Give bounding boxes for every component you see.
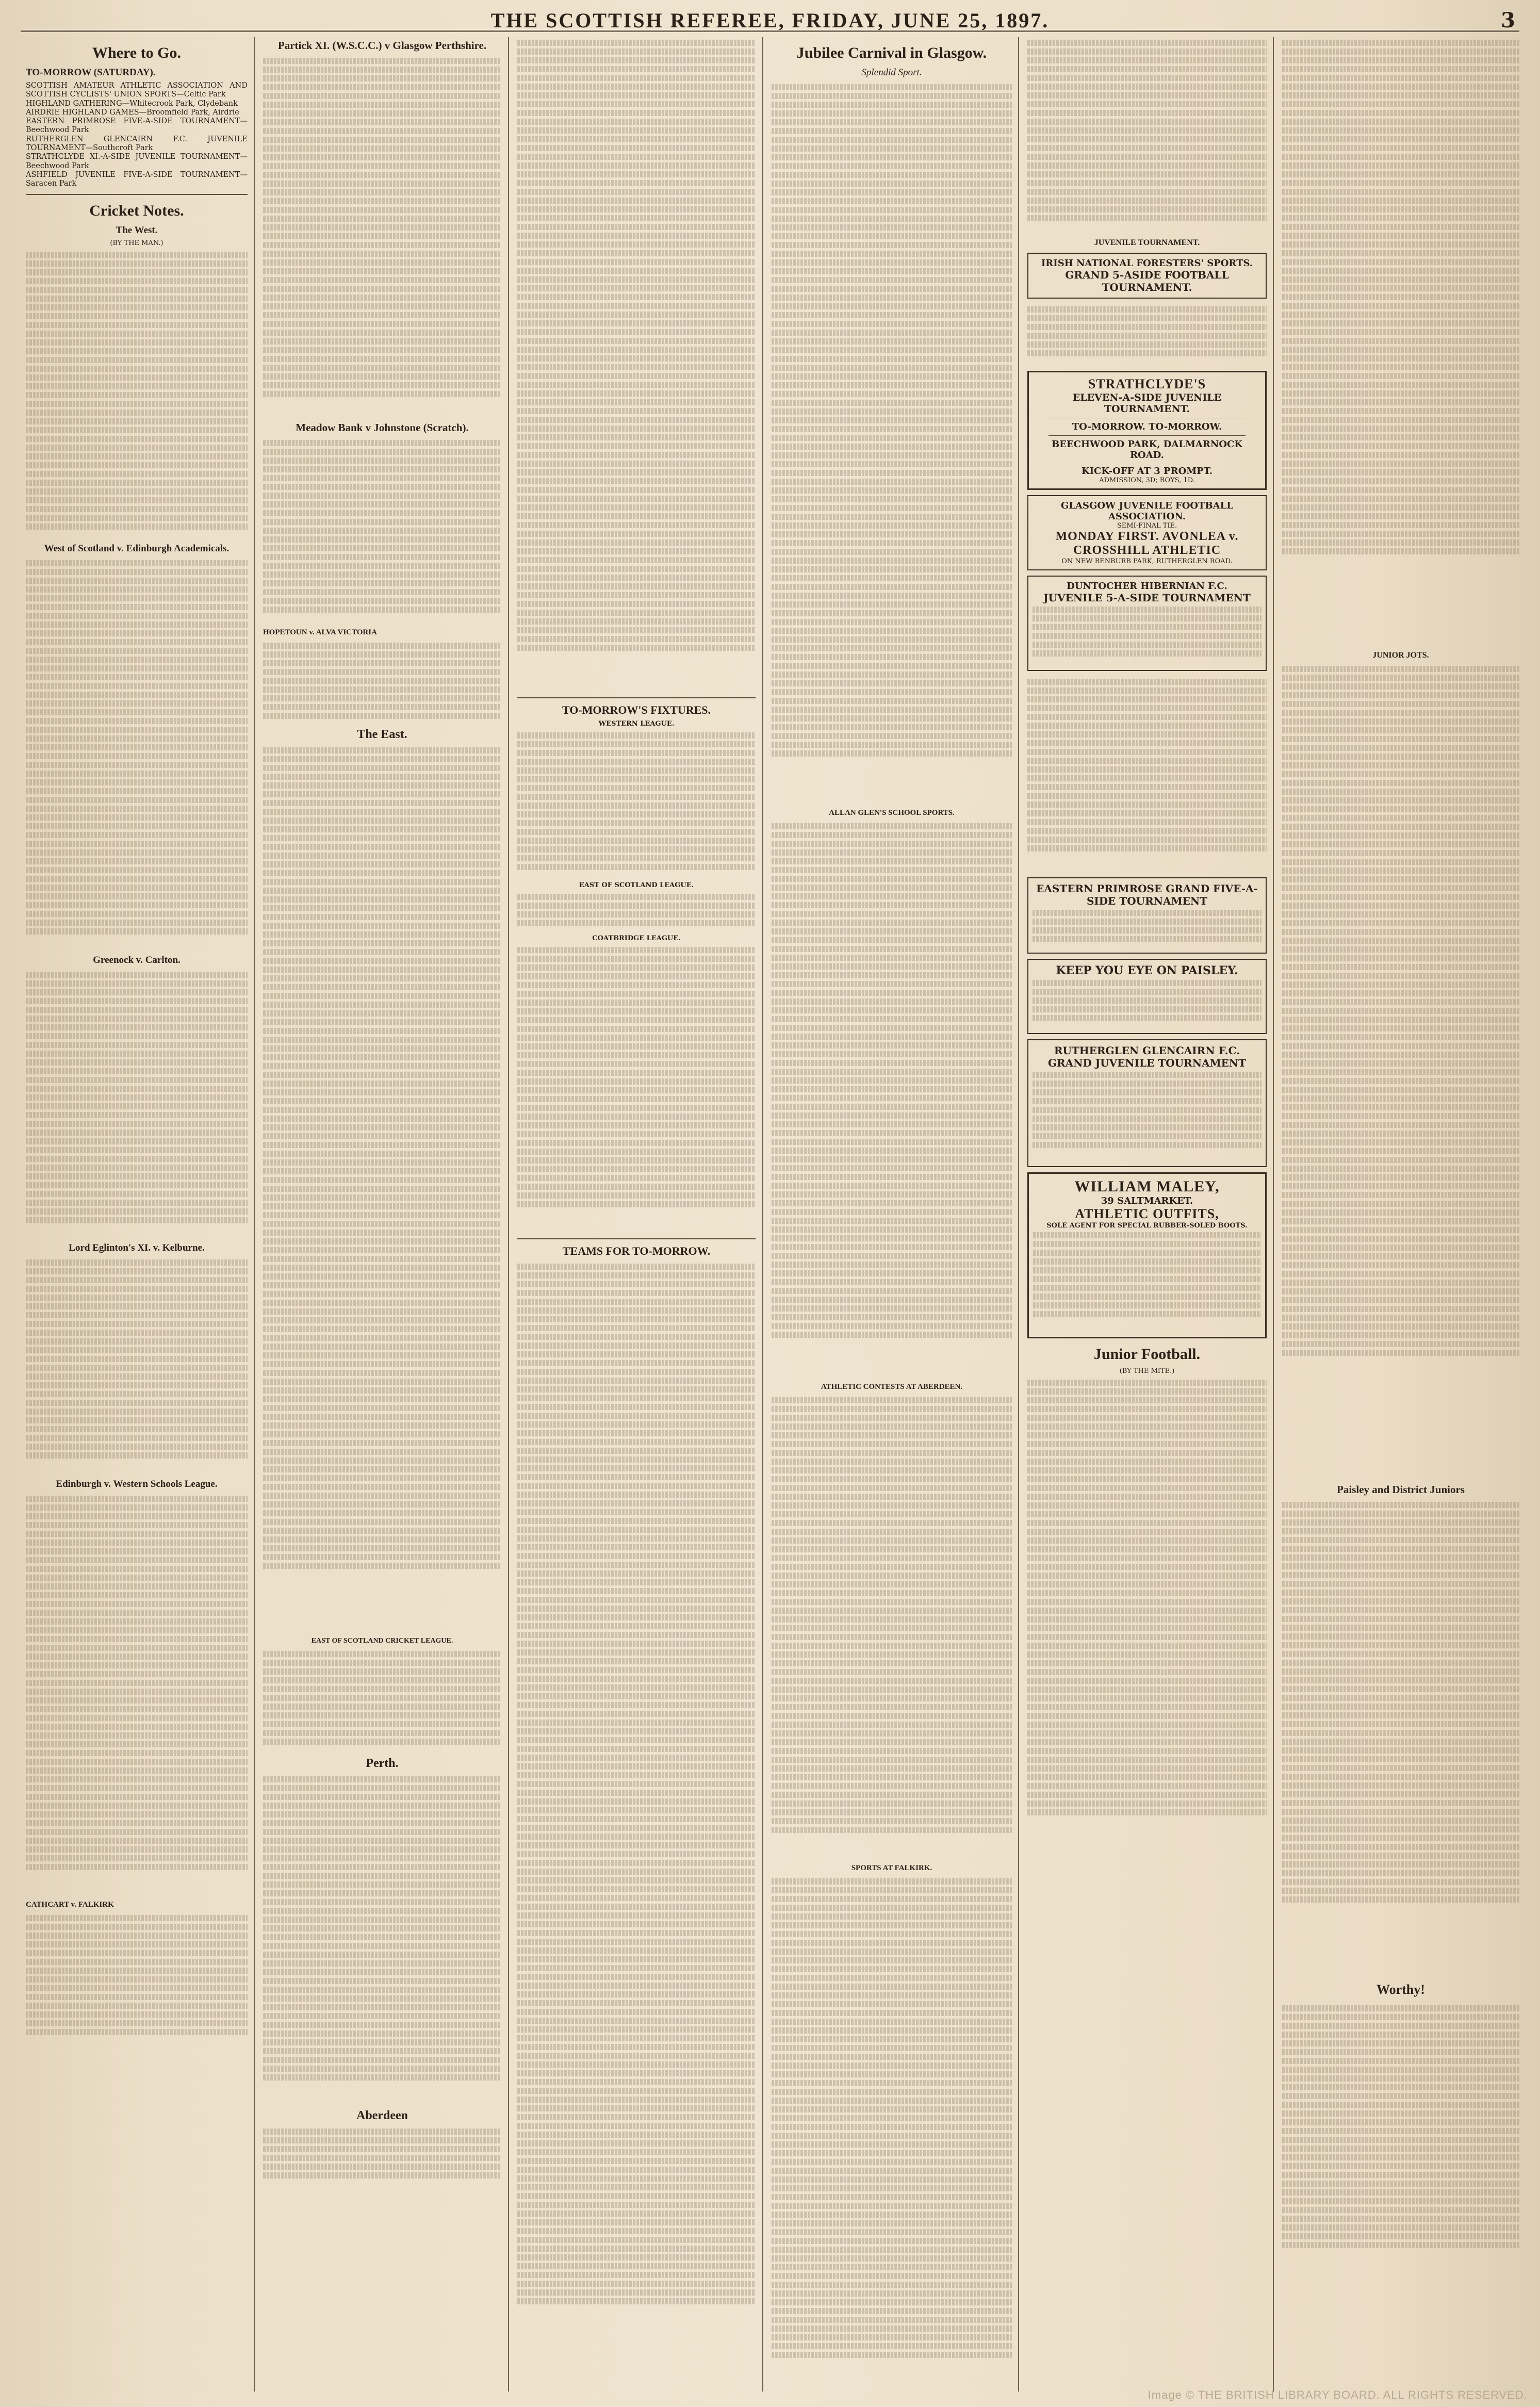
paisley-heading: Paisley and District Juniors (1337, 1483, 1465, 1496)
coatbridge-label: COATBRIDGE LEAGUE. (592, 935, 681, 942)
divider (517, 697, 756, 698)
ad-headline: DUNTOCHER HIBERNIAN F.C. (1067, 581, 1227, 592)
worthy-text (1282, 2003, 1519, 2291)
hopetoun-heading: HOPETOUN v. ALVA VICTORIA (263, 628, 377, 636)
column-rule (254, 37, 255, 2392)
east-league-table (263, 1648, 501, 1751)
where-item: HIGHLAND GATHERING—Whitecrook Park, Clydebank (26, 99, 238, 108)
east-league-label: EAST OF SCOTLAND LEAGUE. (579, 881, 694, 889)
western-league-label: WESTERN LEAGUE. (598, 720, 675, 728)
partick-text (263, 55, 501, 416)
william-maley-ad (1027, 1172, 1267, 1338)
jubilee-text (772, 81, 1012, 804)
junior-football-byline: (BY THE MITE.) (1119, 1367, 1175, 1375)
masthead (21, 6, 1519, 32)
ad-title: KEEP YOU EYE ON PAISLEY. (1056, 964, 1238, 977)
greenock-scores (26, 969, 248, 1237)
aberdeen-heading: Aberdeen (356, 2109, 408, 2122)
cathcart-heading: CATHCART v. FALKIRK (26, 1900, 114, 1909)
ad-kickoff: KICK-OFF AT 3 PROMPT. (1081, 466, 1213, 477)
junior-football-heading: Junior Football. (1093, 1346, 1201, 1363)
allan-glens-heading: ALLAN GLEN'S SCHOOL SPORTS. (829, 809, 955, 817)
column-2 (258, 37, 506, 2392)
wos-scores (26, 558, 248, 949)
aberdeen-athletic-heading: ATHLETIC CONTESTS AT ABERDEEN. (821, 1383, 963, 1391)
eastern-primrose-ad (1027, 877, 1267, 954)
ad-sole-agent: SOLE AGENT FOR SPECIAL RUBBER-SOLED BOOTS. (1046, 1222, 1248, 1230)
western-league-fixtures (517, 730, 756, 879)
where-item: EASTERN PRIMROSE FIVE-A-SIDE TOURNAMENT—Beechwood Park (26, 117, 248, 135)
aberdeen-text (263, 2126, 501, 2188)
rutherglen-ad (1027, 1039, 1267, 1167)
column-5 (1022, 37, 1272, 2392)
ad-headline: STRATHCLYDE'S (1088, 376, 1206, 391)
ad-title: MONDAY FIRST. AVONLEA v. CROSSHILL ATHLETIC (1055, 530, 1239, 557)
where-item: STRATHCLYDE XI.-A-SIDE JUVENILE TOURNAMENT—Beechwood Park (26, 153, 248, 170)
irish-foresters-ad (1027, 253, 1267, 299)
junior-jots-text (1282, 663, 1519, 1478)
ad-address: 39 SALTMARKET. (1101, 1196, 1193, 1206)
east-text (263, 745, 501, 1632)
football-notes-text (1282, 37, 1519, 646)
ad-headline: GLASGOW JUVENILE FOOTBALL ASSOCIATION. (1061, 500, 1233, 522)
copyright-notice: Image © THE BRITISH LIBRARY BOARD. ALL RIGHTS RESERVED. (1148, 2388, 1528, 2401)
column-rule (1273, 37, 1274, 2392)
east-league-fixtures (517, 891, 756, 932)
perth-heading: Perth. (366, 1757, 399, 1770)
aberdeen-athletic-text (772, 1395, 1012, 1859)
column-4 (766, 37, 1017, 2392)
east-heading: The East. (357, 728, 407, 741)
worthy-heading: Worthy! (1377, 1982, 1425, 1997)
column-rule (1018, 37, 1019, 2392)
column-rule (508, 37, 509, 2392)
greenock-heading: Greenock v. Carlton. (93, 954, 181, 965)
strathclyde-ad (1027, 371, 1267, 490)
where-to-go-subheading: TO-MORROW (SATURDAY). (26, 67, 156, 78)
foresters-details (1027, 304, 1267, 366)
perth-text (263, 1774, 501, 2104)
allan-glens-text (772, 821, 1012, 1378)
where-item: SCOTTISH AMATEUR ATHLETIC ASSOCIATION AND SCOTTISH CYCLISTS' UNION SPORTS—Celtic Park (26, 81, 248, 99)
cricket-byline: (BY THE MAN.) (110, 239, 163, 247)
column-1 (21, 37, 253, 2392)
page-number: 3 (1501, 8, 1515, 32)
ad-subtitle: ATHLETIC OUTFITS, (1075, 1206, 1219, 1221)
where-item: ASHFIELD JUVENILE FIVE-A-SIDE TOURNAMENT—Saracen Park (26, 170, 248, 188)
where-item: AIRDRIE HIGHLAND GAMES—Broomfield Park, Airdrie (26, 108, 239, 117)
divider (26, 194, 248, 195)
cricket-continued-text (517, 37, 756, 692)
cathcart-text (26, 1912, 248, 2046)
duntocher-ad (1027, 576, 1267, 671)
ad-title: RUTHERGLEN GLENCAIRN F.C. GRAND JUVENILE TOURNAMENT (1047, 1044, 1247, 1069)
eglinton-text (26, 1257, 248, 1473)
ad-venue: BEECHWOOD PARK, DALMARNOCK ROAD. (1052, 439, 1242, 461)
ad-title: WILLIAM MALEY, (1074, 1178, 1220, 1195)
masthead-title: THE SCOTTISH REFEREE, FRIDAY, JUNE 25, 1897. (490, 9, 1050, 32)
fixtures-heading: TO-MORROW'S FIXTURES. (562, 703, 711, 716)
paisley-text (1282, 1499, 1519, 1974)
ad-title: JUVENILE 5-A-SIDE TOURNAMENT (1043, 592, 1251, 604)
column-3 (512, 37, 761, 2392)
cricket-text (26, 249, 248, 538)
jubilee-heading: Jubilee Carnival in Glasgow. (796, 44, 987, 61)
partick-heading: Partick XI. (W.S.C.C.) v Glasgow Perthshire. (277, 39, 487, 52)
ad-admission: ADMISSION, 3D; BOYS, 1D. (1099, 477, 1195, 484)
junior-football-text (1027, 1377, 1267, 1893)
ad-title: GRAND 5-ASIDE FOOTBALL TOURNAMENT. (1065, 269, 1229, 293)
coatbridge-fixtures (517, 944, 756, 1233)
falkirk-text (772, 1876, 1012, 2392)
juvenile-tournament-heading: JUVENILE TOURNAMENT. (1094, 238, 1200, 247)
ad-title: ELEVEN-A-SIDE JUVENILE TOURNAMENT. (1072, 392, 1222, 415)
sports-results-continued (1027, 37, 1267, 233)
teams-text (517, 1261, 756, 2385)
divider (517, 1238, 756, 1239)
edinburgh-heading: Edinburgh v. Western Schools League. (56, 1478, 218, 1489)
wos-heading: West of Scotland v. Edinburgh Academicals. (44, 543, 230, 554)
where-to-go-heading: Where to Go. (92, 44, 181, 61)
ad-headline: IRISH NATIONAL FORESTERS' SPORTS. (1041, 258, 1253, 269)
east-league-heading: EAST OF SCOTLAND CRICKET LEAGUE. (311, 1637, 453, 1645)
edinburgh-scores (26, 1493, 248, 1895)
splendid-subheading: Splendid Sport. (861, 67, 922, 78)
paisley-ad (1027, 959, 1267, 1034)
cricket-notes-heading: Cricket Notes. (89, 202, 184, 219)
where-item: RUTHERGLEN GLENCAIRN F.C. JUVENILE TOURNAMENT—Southcroft Park (26, 135, 248, 153)
ad-title: EASTERN PRIMROSE GRAND FIVE-A-SIDE TOURNAMENT (1036, 882, 1258, 907)
cricket-subheading: The West. (116, 224, 158, 236)
teams-heading: TEAMS FOR TO-MORROW. (562, 1245, 711, 1257)
column-rule (762, 37, 763, 2392)
ads-small-notices (1027, 676, 1267, 872)
ad-venue: ON NEW BENBURB PARK, RUTHERGLEN ROAD. (1061, 558, 1233, 565)
meadow-bank-text (263, 437, 501, 623)
ad-date: TO-MORROW. TO-MORROW. (1072, 421, 1222, 432)
glasgow-juvenile-ad (1027, 495, 1267, 570)
falkirk-heading: SPORTS AT FALKIRK. (851, 1864, 932, 1872)
ad-sub: SEMI-FINAL TIE. (1117, 522, 1177, 530)
where-to-go-list (26, 81, 248, 189)
meadow-bank-heading: Meadow Bank v Johnstone (Scratch). (296, 421, 469, 434)
column-6 (1277, 37, 1525, 2392)
hopetoun-text (263, 640, 501, 723)
junior-jots-heading: JUNIOR JOTS. (1372, 651, 1429, 660)
eglinton-heading: Lord Eglinton's XI. v. Kelburne. (69, 1242, 205, 1253)
